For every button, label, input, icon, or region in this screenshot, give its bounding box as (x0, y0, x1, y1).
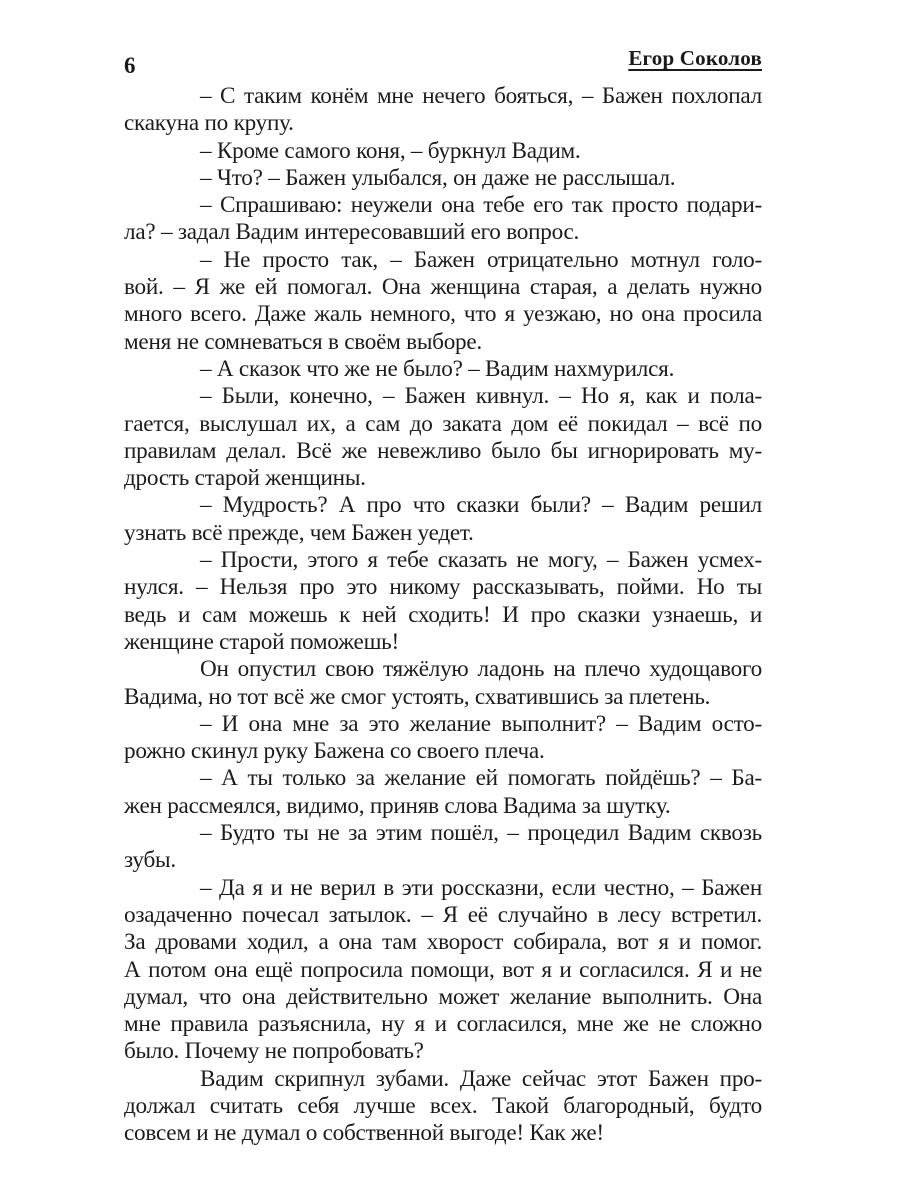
text-line: жен рассмеялся, видимо, приняв слова Вадима за шутку. (124, 792, 671, 819)
paragraph-first-line: – Мудрость? А про что сказки были? – Вадим решил (200, 492, 762, 519)
paragraph-first-line: – С таким конём мне нечего бояться, – Бажен похлопал (200, 83, 762, 109)
page-number: 6 (124, 53, 136, 78)
text-line: должал считать себя лучше всех. Такой благородный, будто (124, 1092, 762, 1119)
text-line: рожно скинул руку Бажена со своего плеча. (124, 738, 545, 765)
author-name: Егор Соколов (628, 46, 762, 70)
text-line: меня не сомневаться в своём выборе. (124, 328, 482, 355)
text-line: женщине старой поможешь! (124, 628, 399, 655)
paragraph-first-line: – А ты только за желание ей помогать пойдёшь? – Ба- (200, 765, 762, 792)
text-line: мне правила разъяснила, ну я и согласился, мне же не сложно (124, 1011, 762, 1038)
text-line: нулся. – Нельзя про это никому рассказывать, пойми. Но ты (124, 574, 762, 601)
running-head (124, 44, 762, 80)
paragraph-first-line: Он опустил свою тяжёлую ладонь на плечо худощавого (200, 656, 762, 683)
paragraph-first-line: – Спрашиваю: неужели она тебе его так просто подари- (200, 192, 762, 219)
paragraph-first-line: – Не просто так, – Бажен отрицательно мотнул голо- (200, 246, 762, 273)
text-line: Вадима, но тот всё же смог устоять, схватившись за плетень. (124, 683, 711, 710)
text-line: дрость старой женщины. (124, 465, 366, 492)
text-line: ла? – задал Вадим интересовавший его вопрос. (124, 219, 580, 246)
text-line: озадаченно почесал затылок. – Я её случайно в лесу встретил. (124, 901, 762, 928)
text-line: совсем и не думал о собственной выгоде! Как же! (124, 1120, 604, 1147)
text-line: думал, что она действительно может желание выполнить. Она (124, 983, 762, 1010)
text-line: За дровами ходил, а она там хворост собирала, вот я и помог. (124, 929, 762, 956)
paragraph-first-line: – Прости, этого я тебе сказать не могу, – Бажен усмех- (200, 547, 762, 574)
paragraph-first-line: – Что? – Бажен улыбался, он даже не расслышал. (200, 164, 676, 191)
text-line: было. Почему не попробовать? (124, 1038, 424, 1065)
text-line: узнать всё прежде, чем Бажен уедет. (124, 519, 474, 546)
paragraph-first-line: – А сказок что же не было? – Вадим нахмурился. (200, 355, 675, 382)
text-line: А потом она ещё попросила помощи, вот я и согласился. Я и не (124, 956, 762, 983)
text-line: вой. – Я же ей помогал. Она женщина старая, а делать нужно (124, 274, 762, 301)
paragraph-first-line: – Да я и не верил в эти россказни, если честно, – Бажен (200, 874, 762, 901)
paragraph-first-line: – Кроме самого коня, – буркнул Вадим. (200, 137, 581, 164)
paragraph-first-line: Вадим скрипнул зубами. Даже сейчас этот Бажен про- (200, 1065, 762, 1092)
text-line: много всего. Даже жаль немного, что я уезжаю, но она просила (124, 301, 762, 328)
paragraph-first-line: – Были, конечно, – Бажен кивнул. – Но я, как и пола- (200, 383, 762, 410)
text-line: правилам делал. Всё же невежливо было бы игнорировать му- (124, 437, 762, 464)
text-line: гается, выслушал их, а сам до заката дом её покидал – всё по (124, 410, 762, 437)
body-text (124, 83, 762, 1148)
paragraph-first-line: – Будто ты не за этим пошёл, – процедил Вадим сквозь (200, 820, 762, 847)
text-line: скакуна по крупу. (124, 110, 294, 137)
text-line: зубы. (124, 847, 176, 874)
text-line: ведь и сам можешь к ней сходить! И про сказки узнаешь, и (124, 601, 762, 628)
paragraph-first-line: – И она мне за это желание выполнит? – Вадим осто- (200, 710, 762, 737)
